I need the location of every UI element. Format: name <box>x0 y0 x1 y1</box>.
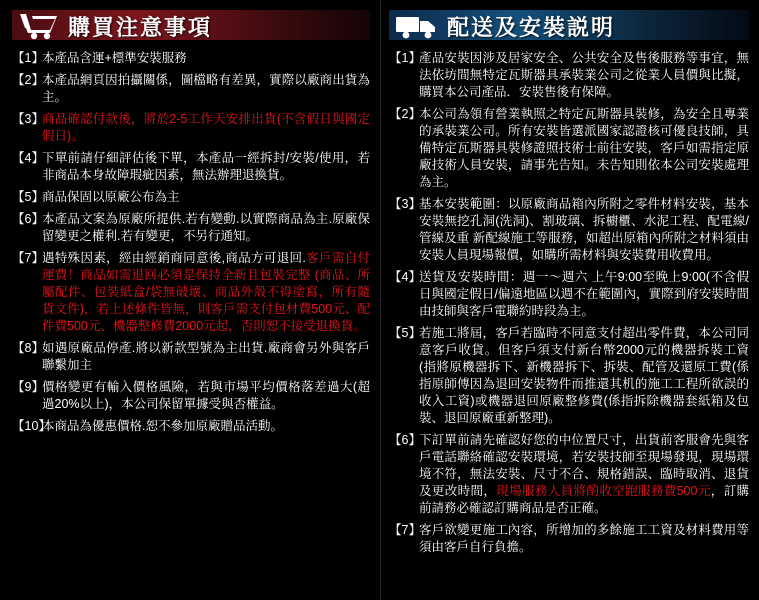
list-item-text <box>42 50 370 67</box>
delivery-install-list <box>389 50 749 556</box>
list-item <box>389 325 749 427</box>
list-item-text-segment: 產品安裝因涉及居家安全、公共安全及售後服務等事宜，無法依坊間無特定瓦斯器具承裝業公司之從業人員價與比擬，購買本公司產品．安裝售後有保障。 <box>419 51 749 99</box>
list-item-number: 【4】 <box>12 151 44 165</box>
list-item-number: 【1】 <box>12 51 44 65</box>
list-item-text-segment: 基本安裝範圍：以原廠商品箱內所附之零件材料安裝，基本安裝無挖孔洞(洗洞)、割玻璃、拆櫥櫃、水泥工程、配電線/管線及重 新配線施工等服務，如超出原箱內所附之材料須由安裝人員現場報價，如購所需材料與安裝費用收費用。 <box>419 197 749 262</box>
list-item-text-segment: 若施工將屆，客戶若臨時不同意支付超出零件費，本公司同意客戶收貨。但客戶須支付新台幣2000元的機器拆裝工資(指將原機器拆下、新機器拆下、拆裝、配管及還原工費(係指原師傅因為退回安裝物件而推還其机的施工工程所欲誤的收入工資)或機器退回原廠整修費(係指拆除機器套紙箱及包裝、退回原廠重新整理)。 <box>419 326 749 425</box>
list-item <box>12 72 370 106</box>
list-item <box>12 150 370 184</box>
list-item-number: 【5】 <box>12 190 44 204</box>
list-item-text-segment: 下單前請仔細評估後下單，本產品一經拆封/安裝/使用，若非商品本身故障瑕疵因素，無法辦理退換貨。 <box>42 151 370 182</box>
list-item-text-segment: 商品確認付款後，將於2-5工作天安排出貨(不含假日與國定假日)。 <box>42 112 370 143</box>
list-item-text <box>419 106 749 191</box>
delivery-truck-icon <box>395 11 439 41</box>
list-item-number: 【1】 <box>389 51 421 65</box>
list-item-text <box>419 522 749 556</box>
list-item <box>389 106 749 191</box>
list-item-text <box>42 340 370 374</box>
list-item-text-segment: 本產品含運+標準安裝服務 <box>42 51 187 65</box>
list-item-number: 【10】 <box>12 419 51 433</box>
delivery-install-header <box>389 8 749 44</box>
purchase-notes-title: 購買注意事項 <box>68 14 213 40</box>
purchase-notes-header <box>12 8 370 44</box>
list-item-text <box>42 250 370 335</box>
shopping-cart-icon <box>18 11 60 41</box>
list-item-text-segment: 現場服務人員將酌收空跑服務費500元 <box>496 484 711 498</box>
list-item-number: 【6】 <box>389 433 421 447</box>
list-item-number: 【2】 <box>12 73 44 87</box>
list-item-text-segment: 本產品文案為原廠所提供.若有變動.以實際商品為主.原廠保留變更之權利.若有變更，不另行通知。 <box>42 212 370 243</box>
list-item-text-segment: 價格變更有輸入價格風險，若與市場平均價格落差過大(超過20%以上)，本公司保留單據受與否權益。 <box>42 380 370 411</box>
list-item <box>12 250 370 335</box>
list-item <box>12 50 370 67</box>
list-item <box>12 211 370 245</box>
list-item-number: 【9】 <box>12 380 44 394</box>
list-item <box>389 269 749 320</box>
list-item-text-segment: 客戶欲變更施工內容，所增加的多餘施工工資及材料費用等須由客戶自行負擔。 <box>419 523 749 554</box>
list-item <box>389 432 749 517</box>
list-item-text-segment: 遇特殊因素，經由經銷商同意後,商品方可退回. <box>42 251 306 265</box>
list-item-number: 【4】 <box>389 270 421 284</box>
list-item-text-segment: ，訂購前請務必確認訂購商品是否正確。 <box>419 484 749 515</box>
list-item-text <box>419 432 749 517</box>
list-item-number: 【8】 <box>12 341 44 355</box>
delivery-install-title: 配送及安裝説明 <box>447 14 616 40</box>
list-item-text-segment: 如遇原廠品停產.將以新款型號為主出貨.廠商會另外與客戶聯繫加主 <box>42 341 370 372</box>
list-item-number: 【3】 <box>389 197 421 211</box>
list-item-text-segment: 本產品網頁因拍攝關係，圖檔略有差異，實際以廠商出貨為主。 <box>42 73 370 104</box>
list-item-number: 【2】 <box>389 107 421 121</box>
list-item-number: 【3】 <box>12 112 44 126</box>
list-item <box>389 522 749 556</box>
list-item-text-segment: 商品保固以原廠公布為主 <box>42 190 180 204</box>
list-item <box>12 340 370 374</box>
list-item-text-segment: 下訂單前請先確認好您的中位置尺寸，出貨前客服會先與客戶電話聯絡確認安裝環境，若安裝技師至現場發現，現場環境不符，無法安裝、尺寸不合、規格錯誤、臨時取消、退貨及更改時間， <box>419 433 749 498</box>
list-item-number: 【7】 <box>12 251 44 265</box>
list-item <box>12 111 370 145</box>
list-item-text <box>419 196 749 264</box>
list-item <box>12 418 370 435</box>
list-item-number: 【5】 <box>389 326 421 340</box>
list-item-text-segment: 客戶需自付運費！商品如需退回必須是保持全新且包裝完整 (商品、所屬配件、包裝紙盒/袋無破壞、商品外殼不得塗寫，所有隨貨文件)，若上述條件皆無，則客戶需支付包材費500元、配件費500元、機器整修費2000元起，否則恕不接受退換貨。 <box>42 251 370 333</box>
list-item-text <box>42 189 370 206</box>
list-item-number: 【6】 <box>12 212 44 226</box>
list-item-text <box>42 72 370 106</box>
list-item <box>12 379 370 413</box>
list-item-text-segment: 本公司為領有營業執照之特定瓦斯器具裝修，為安全且專業的承裝業公司。所有安裝皆選派國家認證核可優良技師，具備特定瓦斯器具裝修證照技術士前往安裝，客戶如需指定原廠技術人員安裝，請事先告知。未告知則依本公司安裝處理為主。 <box>419 107 749 189</box>
list-item-text <box>42 379 370 413</box>
purchase-notes-list <box>12 50 370 435</box>
list-item-text <box>42 111 370 145</box>
list-item-number: 【7】 <box>389 523 421 537</box>
list-item <box>389 50 749 101</box>
list-item-text <box>419 325 749 427</box>
list-item <box>389 196 749 264</box>
list-item-text <box>42 418 370 435</box>
list-item-text <box>42 150 370 184</box>
list-item-text-segment: 本商品為優惠價格.恕不參加原廠贈品活動。 <box>42 419 283 433</box>
delivery-install-column <box>380 0 759 600</box>
list-item-text <box>419 269 749 320</box>
list-item <box>12 189 370 206</box>
list-item-text <box>42 211 370 245</box>
list-item-text-segment: 送貨及安裝時間：週一～週六 上午9:00至晚上9:00(不含假日與國定假日/偏遠地區以週不在範圍內，實際到府安裝時間由技師與客戶電聯約時段為主。 <box>419 270 749 318</box>
list-item-text <box>419 50 749 101</box>
